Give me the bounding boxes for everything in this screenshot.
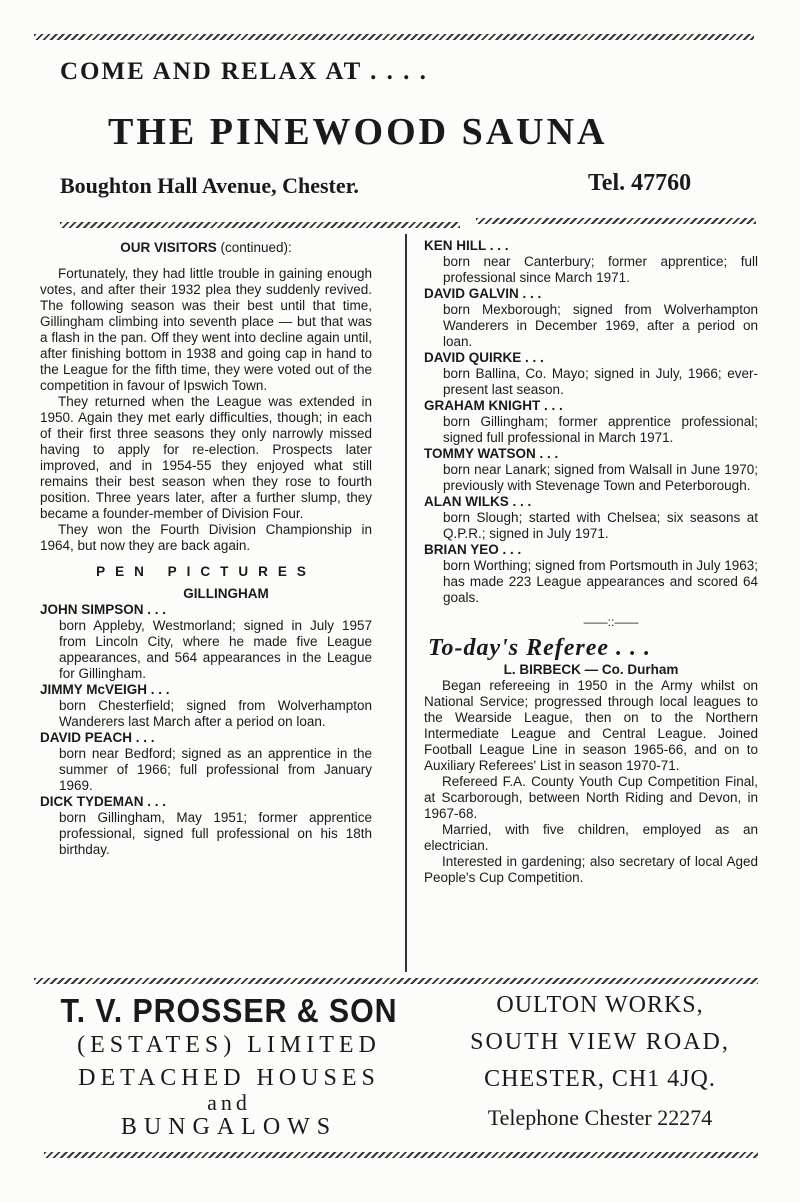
player-name: DICK TYDEMAN . . . [40, 794, 167, 809]
advert-divider-rule-left [60, 222, 460, 228]
bottom-border-rule [44, 1152, 758, 1158]
player-entry [424, 542, 758, 606]
player-name: JIMMY McVEIGH . . . [40, 682, 170, 697]
player-name: GRAHAM KNIGHT . . . [424, 398, 563, 413]
player-name: ALAN WILKS . . . [424, 494, 532, 509]
prosser-and-line: and [207, 1090, 251, 1115]
sauna-advert-address: Boughton Hall Avenue, Chester. [60, 173, 359, 198]
referee-paragraph-1: Began refereeing in 1950 in the Army whilst on National Service; progressed through local leagues to the Wearside League, then on to the Northern Intermediate League and Central League. Joined Football League Line in season 1965-66, and on to Auxiliary Referees' List in season 1970-71. [424, 678, 758, 773]
player-entry [424, 398, 758, 446]
player-bio: born Ballina, Co. Mayo; signed in July, 1966; ever-present last season. [443, 366, 758, 397]
oulton-works-advert [440, 992, 760, 1131]
referee-name: L. BIRBECK — Co. Durham [503, 662, 679, 677]
prosser-company-name: T. V. PROSSER & SON [60, 992, 398, 1029]
player-entry [424, 238, 758, 286]
oulton-works-line: OULTON WORKS, [496, 992, 704, 1018]
player-entry [40, 682, 372, 730]
team-heading: GILLINGHAM [183, 586, 269, 601]
visitors-paragraph-2: They returned when the League was extended in 1950. Again they met early difficulties, though; in each of their first three seasons they only narrowly missed having to apply for re-election. Prospects later improved, and in 1954-55 they enjoyed what still remains their best season when they rose to fourth position. Three years later, after a further slump, they became a founder-member of Division Four. [40, 394, 372, 521]
sauna-advert-telephone: Tel. 47760 [588, 170, 692, 196]
oulton-road-line: SOUTH VIEW ROAD, [470, 1029, 730, 1055]
top-border-rule [34, 34, 754, 40]
player-bio: born Appleby, Westmorland; signed in July 1957 from Lincoln City, where he made five League appearances, and 564 appearances in the League for Gillingham. [59, 618, 372, 681]
player-entry [424, 286, 758, 350]
player-entry [40, 730, 372, 794]
prosser-bungalows-line: BUNGALOWS [120, 1114, 338, 1140]
player-name: KEN HILL . . . [424, 238, 509, 253]
player-bio: born Worthing; signed from Portsmouth in July 1963; has made 223 League appearances and scored 64 goals. [443, 558, 758, 605]
player-bio: born Gillingham, May 1951; former apprentice professional, signed full professional on his 18th birthday. [59, 810, 372, 857]
visitors-heading-suffix: (continued): [216, 240, 292, 255]
oulton-city-line: CHESTER, CH1 4JQ. [484, 1066, 716, 1092]
player-name: DAVID QUIRKE . . . [424, 350, 544, 365]
player-name: DAVID GALVIN . . . [424, 286, 542, 301]
right-column [424, 238, 758, 886]
player-bio: born near Canterbury; former apprentice; full professional since March 1971. [443, 254, 758, 285]
player-name: DAVID PEACH . . . [40, 730, 155, 745]
pen-pictures-heading: PEN PICTURES [96, 564, 316, 579]
player-bio: born Mexborough; signed from Wolverhampton Wanderers in December 1969, after a period on loan. [443, 302, 758, 349]
sauna-advert-name: THE PINEWOOD SAUNA [108, 111, 608, 153]
referee-title: To-day's Referee . . . [428, 635, 652, 661]
player-entry [424, 494, 758, 542]
left-column [40, 240, 372, 858]
column-divider [405, 234, 407, 972]
referee-paragraph-2: Refereed F.A. County Youth Cup Competition Final, at Scarborough, between North Riding and Devon, in 1967-68. [424, 774, 758, 821]
referee-paragraph-3: Married, with five children, employed as an electrician. [424, 822, 758, 853]
prosser-estates-line: (ESTATES) LIMITED [77, 1032, 381, 1058]
oulton-telephone-line: Telephone Chester 22274 [487, 1105, 713, 1130]
player-entry [424, 350, 758, 398]
section-divider: ——::—— [583, 615, 639, 629]
player-name: BRIAN YEO . . . [424, 542, 522, 557]
player-bio: born Chesterfield; signed from Wolverhampton Wanderers last March after a period on loan. [59, 698, 372, 729]
player-bio: born Gillingham; former apprentice professional; signed full professional in March 1971. [443, 414, 758, 445]
player-entry [40, 602, 372, 682]
referee-paragraph-4: Interested in gardening; also secretary of local Aged People's Cup Competition. [424, 854, 758, 885]
prosser-houses-line: DETACHED HOUSES [78, 1065, 380, 1091]
player-bio: born near Bedford; signed as an apprentice in the summer of 1966; full professional from January 1969. [59, 746, 372, 793]
bottom-advert-top-rule [34, 978, 758, 984]
player-entry [424, 446, 758, 494]
visitors-heading: OUR VISITORS [120, 240, 217, 255]
player-bio: born near Lanark; signed from Walsall in June 1970; previously with Stevenage Town and Peterborough. [443, 462, 758, 493]
player-name: TOMMY WATSON . . . [424, 446, 559, 461]
visitors-paragraph-3: They won the Fourth Division Championship in 1964, but now they are back again. [40, 522, 372, 553]
visitors-heading-line [40, 240, 372, 256]
player-entry [40, 794, 372, 858]
player-bio: born Slough; started with Chelsea; six seasons at Q.P.R.; signed in July 1971. [443, 510, 758, 541]
visitors-paragraph-1: Fortunately, they had little trouble in gaining enough votes, and after their 1932 plea they suddenly revived. The following season was their best until that time, Gillingham climbing into seventh place — but that was a flash in the pan. Off they went into decline again until, after finishing bottom in 1938 and going cap in hand to the League for the fifth time, they were voted out of the competition in favour of Ipswich Town. [40, 266, 372, 393]
sauna-advert-tagline: COME AND RELAX AT . . . . [60, 58, 428, 85]
prosser-advert [44, 992, 414, 1141]
advert-divider-rule-right [476, 218, 756, 224]
player-name: JOHN SIMPSON . . . [40, 602, 167, 617]
